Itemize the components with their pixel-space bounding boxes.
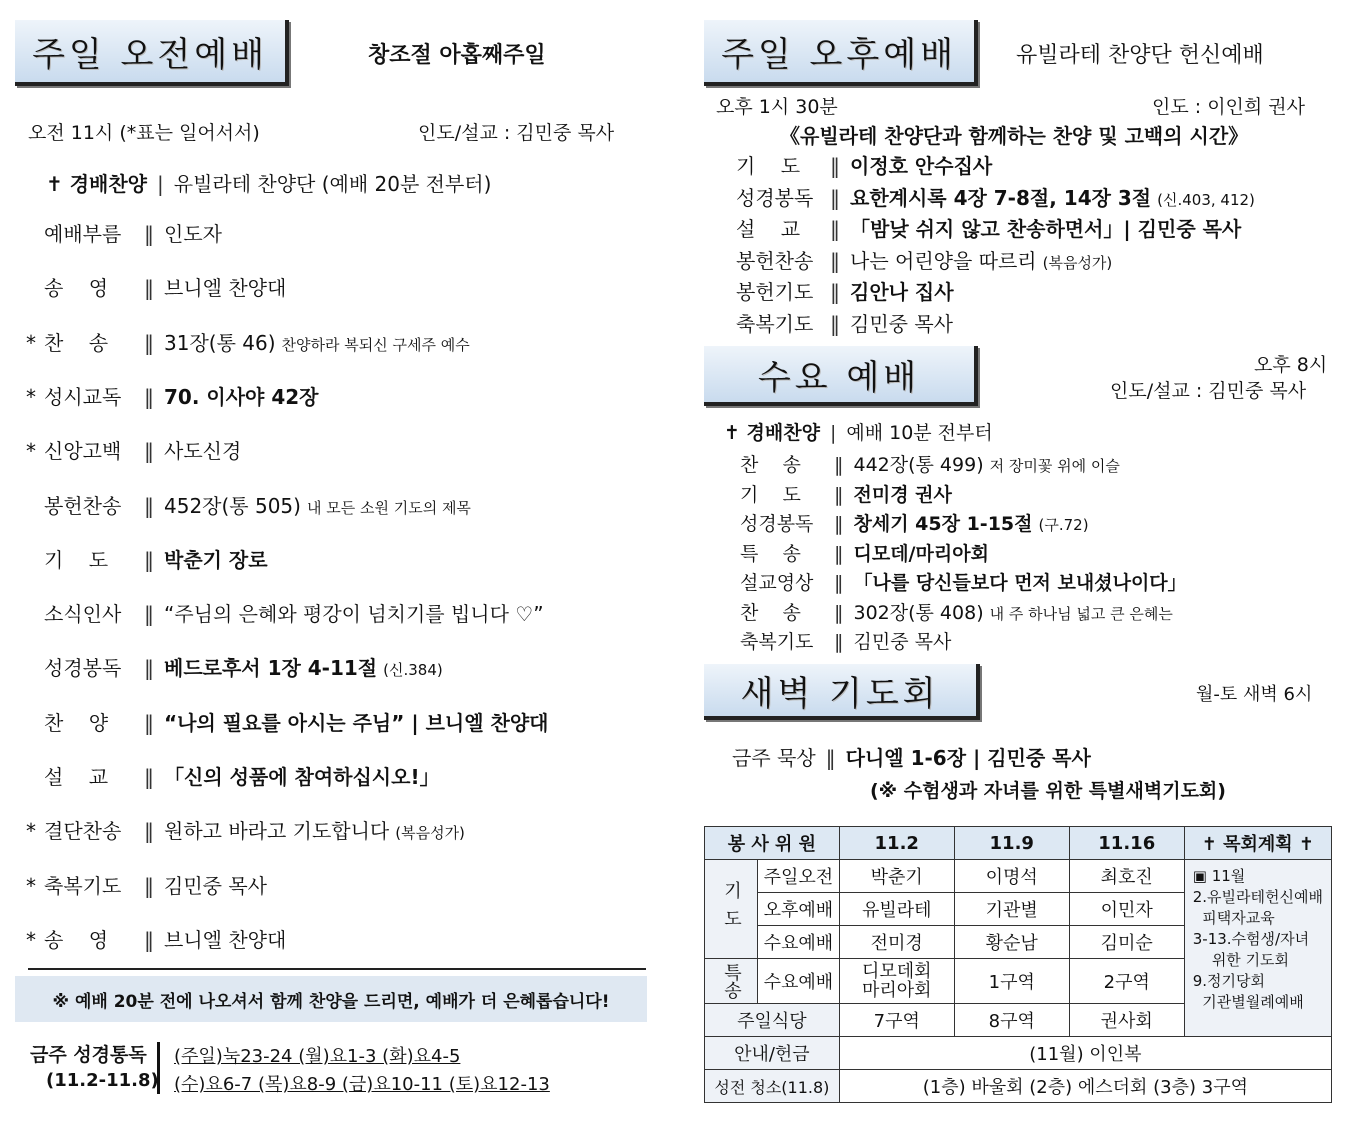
order-value: 302장(통 408) — [853, 601, 984, 624]
order-value: 전미경 권사 — [853, 483, 952, 506]
order-item — [26, 815, 465, 844]
order-item — [740, 480, 958, 507]
order-item — [736, 150, 998, 179]
table-cell: 황순남 — [954, 926, 1069, 959]
order-separator: ‖ — [144, 765, 154, 789]
order-item — [736, 182, 1255, 211]
order-item — [736, 245, 1112, 274]
stand-marker: * — [26, 927, 36, 952]
order-item — [26, 381, 324, 410]
order-value: 나는 어린양을 따르리 — [850, 248, 1037, 273]
order-separator: ‖ — [834, 454, 844, 476]
clean-value: (1층) 바울회 (2층) 에스더회 (3층) 3구역 — [839, 1070, 1331, 1103]
order-value: 이정호 안수집사 — [850, 154, 993, 178]
afternoon-time: 오후 1시 30분 — [716, 96, 838, 118]
order-label: 신앙고백 — [44, 439, 122, 464]
table-cell: 김미순 — [1069, 926, 1184, 959]
order-separator: ‖ — [144, 547, 154, 572]
order-note: (신.403, 412) — [1157, 190, 1255, 209]
order-label: 봉헌찬송 — [44, 493, 122, 518]
order-separator: ‖ — [144, 384, 154, 409]
plan-item: 위한 기도회 — [1192, 951, 1290, 969]
order-label: 찬 송 — [44, 330, 109, 355]
dawn-time: 월-토 새벽 6시 — [1196, 684, 1313, 705]
reading-line-1: (주일)눅23-24 (월)요1-3 (화)요4-5 — [174, 1046, 461, 1067]
order-value: 「밤낮 쉬지 않고 찬송하면서」| 김민중 목사 — [850, 217, 1242, 241]
order-value: 김민중 목사 — [853, 631, 952, 653]
order-value: 김민중 목사 — [164, 873, 267, 898]
guide-label: 안내/헌금 — [705, 1037, 840, 1070]
order-separator: ‖ — [144, 330, 154, 355]
morning-subtitle: 창조절 아홉째주일 — [368, 43, 546, 68]
order-value: 「나를 당신들보다 먼저 보내셨나이다」 — [853, 572, 1187, 594]
stand-marker: * — [26, 384, 36, 409]
order-item — [740, 598, 1173, 625]
table-cell: 전미경 — [839, 926, 954, 959]
order-item — [26, 272, 292, 301]
order-note: (복음성가) — [395, 824, 465, 843]
table-cell: 기관별 — [954, 893, 1069, 926]
morning-service-header — [15, 20, 289, 86]
order-label: 예배부름 — [44, 222, 122, 246]
order-item — [26, 544, 274, 573]
order-item — [26, 598, 550, 627]
reading-title: 금주 성경통독 — [30, 1044, 147, 1066]
order-value: 김민중 목사 — [850, 311, 953, 336]
order-separator: ‖ — [144, 222, 154, 246]
order-label: 설 교 — [44, 765, 109, 789]
table-cell: 유빌라테 — [839, 893, 954, 926]
dawn-value: 다니엘 1-6장 | 김민중 목사 — [845, 746, 1091, 770]
plan-item: 3-13.수험생/자녀 — [1192, 930, 1310, 948]
order-label: 기 도 — [44, 547, 109, 572]
order-separator: ‖ — [834, 601, 844, 624]
wednesday-time: 오후 8시 — [1254, 354, 1328, 376]
order-separator: ‖ — [144, 873, 154, 898]
order-label: 특 송 — [740, 542, 801, 565]
order-separator: ‖ — [144, 656, 154, 681]
afternoon-service-header — [704, 20, 978, 86]
reading-dates: (11.2-11.8) — [46, 1070, 159, 1091]
order-separator: ‖ — [144, 493, 154, 518]
praise-sep: | — [157, 172, 164, 196]
order-item — [26, 924, 292, 953]
plan-item: 기관별월례예배 — [1192, 993, 1304, 1011]
order-separator: ‖ — [830, 248, 840, 273]
order-value: “주님의 은혜와 평강이 넘치기를 빕니다 ♡” — [164, 602, 544, 627]
stand-marker: * — [26, 819, 36, 844]
order-item — [26, 435, 247, 464]
order-separator: ‖ — [834, 513, 844, 535]
order-item — [26, 327, 470, 356]
table-header-date-3: 11.16 — [1069, 827, 1184, 860]
table-header-role: 봉 사 위 원 — [705, 827, 840, 860]
order-label: 축복기도 — [736, 311, 814, 336]
order-label: 찬 송 — [740, 454, 801, 476]
table-header-plan: ✝ 목회계획 ✝ — [1184, 827, 1331, 860]
order-label: 송 영 — [44, 927, 109, 952]
wednesday-service-title: 수요 예배 — [757, 357, 921, 398]
table-cell: 권사회 — [1069, 1004, 1184, 1037]
order-separator: ‖ — [834, 483, 844, 506]
order-label: 봉헌기도 — [736, 280, 814, 304]
order-value: 김안나 집사 — [850, 280, 954, 304]
order-note: 저 장미꽃 위에 이슬 — [989, 457, 1120, 475]
order-separator: ‖ — [830, 311, 840, 336]
order-separator: ‖ — [144, 927, 154, 952]
morning-praise — [46, 168, 491, 197]
guide-value: (11월) 이인복 — [839, 1037, 1331, 1070]
order-value: 인도자 — [164, 222, 222, 246]
dawn-sep: ‖ — [825, 746, 836, 770]
row-label: 주일오전 — [758, 860, 840, 893]
order-item — [26, 490, 471, 519]
order-separator: ‖ — [830, 185, 840, 210]
table-cell: 2구역 — [1069, 959, 1184, 1004]
order-separator: ‖ — [144, 276, 154, 301]
dawn-row — [732, 742, 1091, 771]
row-label: 주일식당 — [705, 1004, 840, 1037]
afternoon-theme: 《유빌라테 찬양단과 함께하는 찬양 및 고백의 시간》 — [780, 124, 1249, 148]
order-item — [740, 568, 1193, 595]
order-label: 성경봉독 — [44, 656, 122, 681]
order-separator: ‖ — [830, 154, 840, 178]
wednesday-praise — [724, 418, 993, 445]
order-label: 결단찬송 — [44, 819, 122, 844]
notice-box — [15, 976, 647, 1022]
stand-marker: * — [26, 439, 36, 464]
order-item — [740, 627, 957, 654]
morning-leader: 인도/설교 : 김민중 목사 — [418, 122, 615, 144]
order-separator: ‖ — [834, 572, 844, 594]
table-header-date-2: 11.9 — [954, 827, 1069, 860]
order-note: 찬양하라 복되신 구세주 예수 — [281, 335, 470, 354]
row-label: 수요예배 — [758, 959, 840, 1004]
order-value: 창세기 45장 1-15절 — [853, 513, 1033, 535]
order-note: (복음성가) — [1042, 253, 1113, 272]
table-cell: 이명석 — [954, 860, 1069, 893]
order-item — [26, 218, 228, 247]
reading-line-2: (수)요6-7 (목)요8-9 (금)요10-11 (토)요12-13 — [174, 1074, 550, 1095]
order-label: 성시교독 — [44, 384, 122, 409]
order-item — [740, 509, 1089, 536]
order-separator: ‖ — [144, 439, 154, 464]
order-note: 내 모든 소원 기도의 제목 — [306, 498, 471, 517]
order-value: 31장(통 46) — [164, 330, 276, 355]
order-note: (구.72) — [1038, 516, 1089, 534]
order-label: 소식인사 — [44, 602, 122, 627]
order-item — [26, 761, 446, 790]
order-separator: ‖ — [144, 819, 154, 844]
order-label: 설교영상 — [740, 572, 814, 594]
table-cell: 박춘기 — [839, 860, 954, 893]
afternoon-leader: 인도 : 이인희 권사 — [1152, 96, 1305, 118]
plan-item: 9.정기당회 — [1192, 972, 1266, 990]
order-label: 축복기도 — [44, 873, 122, 898]
table-cell: 8구역 — [954, 1004, 1069, 1037]
dawn-prayer-title: 새벽 기도회 — [740, 673, 940, 714]
order-label: 축복기도 — [740, 631, 814, 653]
order-item — [736, 213, 1247, 242]
wednesday-service-header — [704, 346, 978, 406]
order-value: 브니엘 찬양대 — [164, 927, 287, 952]
order-value: 요한계시록 4장 7-8절, 14장 3절 — [850, 185, 1152, 210]
reading-bar — [157, 1042, 160, 1094]
order-value: 「신의 성품에 참여하십시오!」 — [164, 765, 440, 789]
order-label: 봉헌찬송 — [736, 248, 814, 273]
table-header-date-1: 11.2 — [839, 827, 954, 860]
order-value: 452장(통 505) — [164, 493, 301, 518]
order-value: 디모데/마리아회 — [853, 542, 989, 565]
order-item — [736, 276, 960, 305]
row-label: 오후예배 — [758, 893, 840, 926]
order-item — [26, 652, 443, 681]
notice-text: ※ 예배 20분 전에 나오셔서 함께 찬양을 드리면, 예배가 더 은혜롭습니다! — [52, 991, 610, 1012]
order-value: 베드로후서 1장 4-11절 — [164, 656, 378, 681]
order-value: 사도신경 — [164, 439, 242, 464]
dawn-prayer-header — [704, 664, 980, 720]
group-special: 특송 — [705, 959, 758, 1004]
divider — [28, 968, 646, 970]
service-duty-table — [704, 826, 1332, 1103]
order-value: 442장(통 499) — [853, 454, 984, 476]
morning-time-note: 오전 11시 (*표는 일어서서) — [28, 122, 260, 144]
wed-praise-text: 예배 10분 전부터 — [846, 422, 993, 444]
afternoon-service-title: 주일 오후예배 — [721, 34, 957, 75]
plan-item: ▣ 11월 — [1192, 867, 1246, 885]
wednesday-leader: 인도/설교 : 김민중 목사 — [1110, 380, 1307, 402]
order-label: 송 영 — [44, 276, 109, 301]
dawn-note: (※ 수험생과 자녀를 위한 특별새벽기도회) — [870, 780, 1226, 802]
order-item — [26, 870, 273, 899]
order-separator: ‖ — [834, 542, 844, 565]
order-value: “나의 필요를 아시는 주님” | 브니엘 찬양대 — [164, 710, 549, 735]
order-separator: ‖ — [830, 280, 840, 304]
order-note: (신.384) — [383, 661, 443, 680]
order-item — [26, 707, 555, 736]
order-label: 성경봉독 — [736, 185, 814, 210]
order-label: 성경봉독 — [740, 513, 814, 535]
order-separator: ‖ — [144, 710, 154, 735]
dawn-label: 금주 묵상 — [732, 746, 816, 770]
stand-marker: * — [26, 330, 36, 355]
plan-item: 피택자교육 — [1192, 909, 1275, 927]
order-item — [740, 539, 995, 566]
praise-text: 유빌라테 찬양단 (예배 20분 전부터) — [173, 172, 492, 196]
afternoon-subtitle: 유빌라테 찬양단 헌신예배 — [1016, 43, 1264, 68]
table-cell: 최호진 — [1069, 860, 1184, 893]
group-prayer: 기도 — [705, 860, 758, 959]
order-label: 찬 양 — [44, 710, 109, 735]
order-label: 찬 송 — [740, 601, 801, 624]
order-value: 원하고 바라고 기도합니다 — [164, 819, 390, 844]
table-cell: 디모데회 마리아회 — [839, 959, 954, 1004]
table-cell: 7구역 — [839, 1004, 954, 1037]
order-separator: ‖ — [144, 602, 154, 627]
order-value: 박춘기 장로 — [164, 547, 268, 572]
wed-praise-label: ✝ 경배찬양 — [724, 422, 820, 444]
praise-label: ✝ 경배찬양 — [46, 172, 148, 196]
order-separator: ‖ — [834, 631, 844, 653]
order-item — [736, 308, 959, 337]
order-value: 70. 이사야 42장 — [164, 384, 319, 409]
order-label: 기 도 — [740, 483, 801, 506]
order-separator: ‖ — [830, 217, 840, 241]
clean-label: 성전 청소(11.8) — [705, 1070, 840, 1103]
morning-service-title: 주일 오전예배 — [32, 34, 268, 75]
wed-praise-sep: | — [829, 422, 837, 444]
table-cell: 이민자 — [1069, 893, 1184, 926]
row-label: 수요예배 — [758, 926, 840, 959]
plan-item: 2.유빌라테헌신예배 — [1192, 888, 1323, 906]
order-value: 브니엘 찬양대 — [164, 276, 287, 301]
order-item — [740, 450, 1120, 477]
order-note: 내 주 하나님 넓고 큰 은혜는 — [989, 604, 1173, 623]
table-cell: 1구역 — [954, 959, 1069, 1004]
order-label: 설 교 — [736, 217, 801, 241]
pastoral-plan — [1184, 860, 1331, 1037]
order-label: 기 도 — [736, 154, 801, 178]
stand-marker: * — [26, 873, 36, 898]
